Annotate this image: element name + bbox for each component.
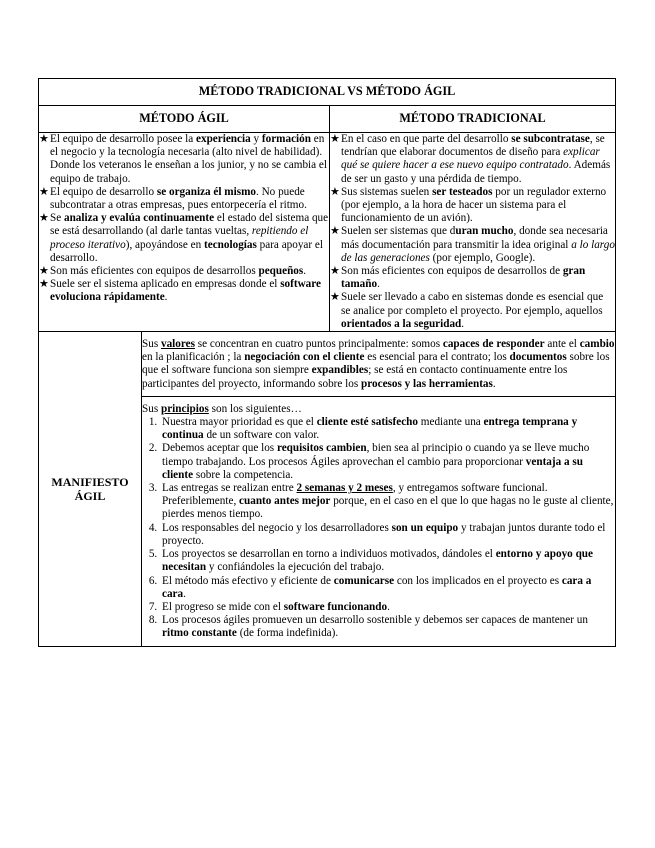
text-run: explicar qué se quiere hacer a ese nuevo equipo contratado xyxy=(341,146,600,172)
text-run: capaces de responder xyxy=(442,338,545,351)
text-run: valores xyxy=(160,338,195,351)
text-run: y confiándoles la ejecución del trabajo. xyxy=(206,561,385,574)
text-run: comunicarse xyxy=(333,574,395,587)
trad-list xyxy=(330,133,615,331)
principios-list xyxy=(142,416,615,640)
text-run: Los proyectos se desarrollan en torno a individuos motivados, dándoles el xyxy=(162,548,496,561)
principio-item xyxy=(160,548,615,574)
text-run: para apoyar el desarrollo. xyxy=(50,238,323,264)
comparison-table xyxy=(38,78,616,647)
text-run: cuanto antes mejor xyxy=(239,495,331,508)
star-icon: ★ xyxy=(330,225,340,238)
text-run: sobre la competencia. xyxy=(193,468,294,481)
text-run: . xyxy=(303,265,307,278)
text-run: . xyxy=(387,600,390,613)
agil-characteristics-cell xyxy=(39,133,330,332)
text-run: ser testeados xyxy=(432,185,493,198)
text-run: tecnologías xyxy=(204,238,257,251)
principios-intro xyxy=(142,403,615,416)
manifesto-label xyxy=(39,332,142,646)
list-item xyxy=(330,225,615,265)
valores-paragraph xyxy=(142,338,615,391)
principio-item xyxy=(160,482,615,522)
text-run: ), apoyándose en xyxy=(125,238,205,251)
text-run: principios xyxy=(160,402,209,415)
text-run: documentos xyxy=(509,351,567,364)
text-run: son un equipo xyxy=(391,521,459,534)
text-run: entorno y apoyo que necesitan xyxy=(162,548,593,574)
text-run: Suele ser el sistema aplicado en empresas donde el xyxy=(50,278,281,291)
valores-cell xyxy=(142,332,616,397)
list-item-text xyxy=(50,278,329,304)
principio-item xyxy=(160,416,615,442)
text-run: ritmo constante xyxy=(162,627,237,640)
text-run: pequeños xyxy=(258,265,304,278)
text-run: (por ejemplo, Google). xyxy=(429,251,536,264)
text-run: se concentran en cuatro puntos principalmente: somos xyxy=(194,338,443,351)
text-run: por un regulador externo (por ejemplo, a la hora de hacer un sistema para el funcionamiento de un avión). xyxy=(341,185,607,225)
text-run: expandibles xyxy=(311,364,369,377)
list-item xyxy=(39,186,329,212)
text-run: porque, en el caso en el que lo que hagas no le guste al cliente, pierdes menos tiempo. xyxy=(162,495,614,521)
text-run: son los siguientes… xyxy=(208,402,302,415)
title-text: MÉTODO TRADICIONAL VS MÉTODO ÁGIL xyxy=(198,84,456,99)
star-icon: ★ xyxy=(39,278,49,291)
text-run: es esencial para el contrato; los xyxy=(364,351,510,364)
text-run: cambio xyxy=(579,338,615,351)
principio-item xyxy=(160,522,615,548)
principio-item xyxy=(160,575,615,601)
text-run: En el caso en que parte del desarrollo xyxy=(341,133,512,145)
text-run: Sus xyxy=(142,402,161,415)
text-run: Sus sistemas suelen xyxy=(341,185,433,198)
text-run: , bien sea al principio o cuando ya se lleve mucho tiempo trabajando. Los procesos Ágiles aprovechan el cambio para proporcionar xyxy=(162,442,590,468)
text-run: software funcionando xyxy=(283,600,388,613)
text-run: cara a cara xyxy=(162,574,592,600)
text-run: Los procesos ágiles promueven un desarrollo sostenible y debemos ser capaces de mantener un xyxy=(162,614,588,627)
text-run: Las entregas se realizan entre xyxy=(162,482,297,495)
text-run: ante el xyxy=(544,338,580,351)
text-run: se subcontratase xyxy=(511,133,590,145)
column-header-tradicional xyxy=(330,106,616,133)
text-run: uran mucho xyxy=(455,225,514,238)
text-run: Son más eficientes con equipos de desarrollos de xyxy=(341,265,563,278)
list-item-text xyxy=(50,212,329,265)
text-run: analiza y evalúa continuamente xyxy=(63,212,215,225)
text-run: Nuestra mayor prioridad es que el xyxy=(162,416,317,429)
text-run: . Además de ser un gasto y una pérdida de tiempo. xyxy=(341,159,611,185)
text-run: se organiza él mismo xyxy=(156,185,256,198)
text-run: , se tendrían que elaborar documentos de diseño para xyxy=(341,133,605,159)
manifesto-label-line2: ÁGIL xyxy=(74,488,106,503)
text-run: Suele ser llevado a cabo en sistemas donde es esencial que se analice por completo el proyecto. Por ejemplo, aquellos xyxy=(341,291,604,317)
text-run: formación xyxy=(261,133,311,145)
text-run: procesos y las herramientas xyxy=(361,377,493,390)
list-item xyxy=(330,186,615,226)
star-icon: ★ xyxy=(39,133,49,145)
list-item xyxy=(39,265,329,278)
manifesto-label-line1: MANIFIESTO xyxy=(51,474,129,489)
text-run: Sus xyxy=(142,338,161,351)
text-run: Los responsables del negocio y los desarrolladores xyxy=(162,521,392,534)
text-run: El progreso se mide con el xyxy=(162,600,284,613)
list-item xyxy=(39,212,329,265)
text-run: y trabajan juntos durante todo el proyecto. xyxy=(162,521,606,547)
text-run: El equipo de desarrollo posee la xyxy=(50,133,197,145)
list-item-text xyxy=(341,133,615,186)
text-run: , y entregamos software funcional. Preferiblemente, xyxy=(162,482,548,508)
text-run: de un software con valor. xyxy=(203,429,320,442)
list-item-text xyxy=(50,265,329,278)
text-run: . No puede subcontratar a otras empresas, pues entorpecería el ritmo. xyxy=(50,185,307,212)
text-run: gran tamaño xyxy=(341,265,586,291)
principio-item xyxy=(160,442,615,482)
list-item-text xyxy=(341,225,615,265)
text-run: ventaja a su cliente xyxy=(162,455,583,481)
text-run: . xyxy=(164,291,168,304)
star-icon: ★ xyxy=(39,185,49,198)
principios-cell xyxy=(142,396,616,646)
text-run: experiencia xyxy=(196,133,251,145)
agil-header-text: MÉTODO ÁGIL xyxy=(139,111,229,126)
list-item-text xyxy=(50,186,329,212)
text-run: . xyxy=(492,377,496,390)
list-item xyxy=(39,278,329,304)
list-item xyxy=(330,265,615,291)
text-run: con los implicados en el proyecto es xyxy=(394,574,562,587)
text-run: Suelen ser sistemas que d xyxy=(341,225,456,238)
star-icon: ★ xyxy=(330,133,340,145)
principio-item xyxy=(160,601,615,614)
text-run: El equipo de desarrollo xyxy=(50,185,157,198)
text-run: 2 semanas y 2 meses xyxy=(296,482,393,495)
text-run: El método más efectivo y eficiente de xyxy=(162,574,334,587)
text-run: . xyxy=(183,587,186,600)
text-run: . xyxy=(461,317,465,330)
text-run: y xyxy=(250,133,262,145)
list-item-text xyxy=(50,133,329,186)
text-run: software evoluciona rápidamente xyxy=(50,278,322,304)
agil-list xyxy=(39,133,329,305)
text-run: en el negocio y la tecnología necesaria (alto nivel de habilidad). Donde los veteranos le enseñan a los junior, y no se cambia el equipo de trabajo. xyxy=(50,133,327,185)
star-icon: ★ xyxy=(39,265,49,278)
star-icon: ★ xyxy=(330,265,340,278)
list-item-text xyxy=(341,291,615,331)
star-icon: ★ xyxy=(39,212,49,225)
list-item xyxy=(39,133,329,186)
text-run: Debemos aceptar que los xyxy=(162,442,277,455)
list-item xyxy=(330,133,615,186)
text-run: negociación con el cliente xyxy=(244,351,365,364)
principio-item xyxy=(160,614,615,640)
text-run: mediante una xyxy=(418,416,484,429)
text-run: entrega temprana y continua xyxy=(162,416,578,442)
text-run: , donde sea necesaria más documentación para transmitir la idea original xyxy=(341,225,608,251)
text-run: (de forma indefinida). xyxy=(236,627,339,640)
table-title xyxy=(39,79,616,106)
trad-header-text: MÉTODO TRADICIONAL xyxy=(399,111,546,126)
text-run: a lo largo de las generaciones xyxy=(341,238,615,264)
text-run: en la planificación ; la xyxy=(142,351,245,364)
trad-characteristics-cell xyxy=(330,133,616,332)
text-run: Son más eficientes con equipos de desarrollos xyxy=(50,265,259,278)
text-run: Se xyxy=(50,212,64,225)
list-item xyxy=(330,291,615,331)
text-run: orientados a la seguridad xyxy=(341,317,462,330)
text-run: el estado del sistema que se está desarrollando (al darle tantas vueltas, xyxy=(50,212,329,238)
text-run: sobre los que el software funciona son siempre xyxy=(142,351,610,377)
text-run: requisitos cambien xyxy=(276,442,367,455)
star-icon: ★ xyxy=(330,185,340,198)
star-icon: ★ xyxy=(330,291,340,304)
list-item-text xyxy=(341,265,615,291)
text-run: . xyxy=(377,278,380,291)
text-run: repitiendo el proceso iterativo xyxy=(50,225,309,251)
text-run: ; se está en contacto continuamente entre los participantes del proyecto, informando sobre los xyxy=(142,364,568,390)
list-item-text xyxy=(341,186,615,226)
column-header-agil xyxy=(39,106,330,133)
text-run: cliente esté satisfecho xyxy=(316,416,418,429)
